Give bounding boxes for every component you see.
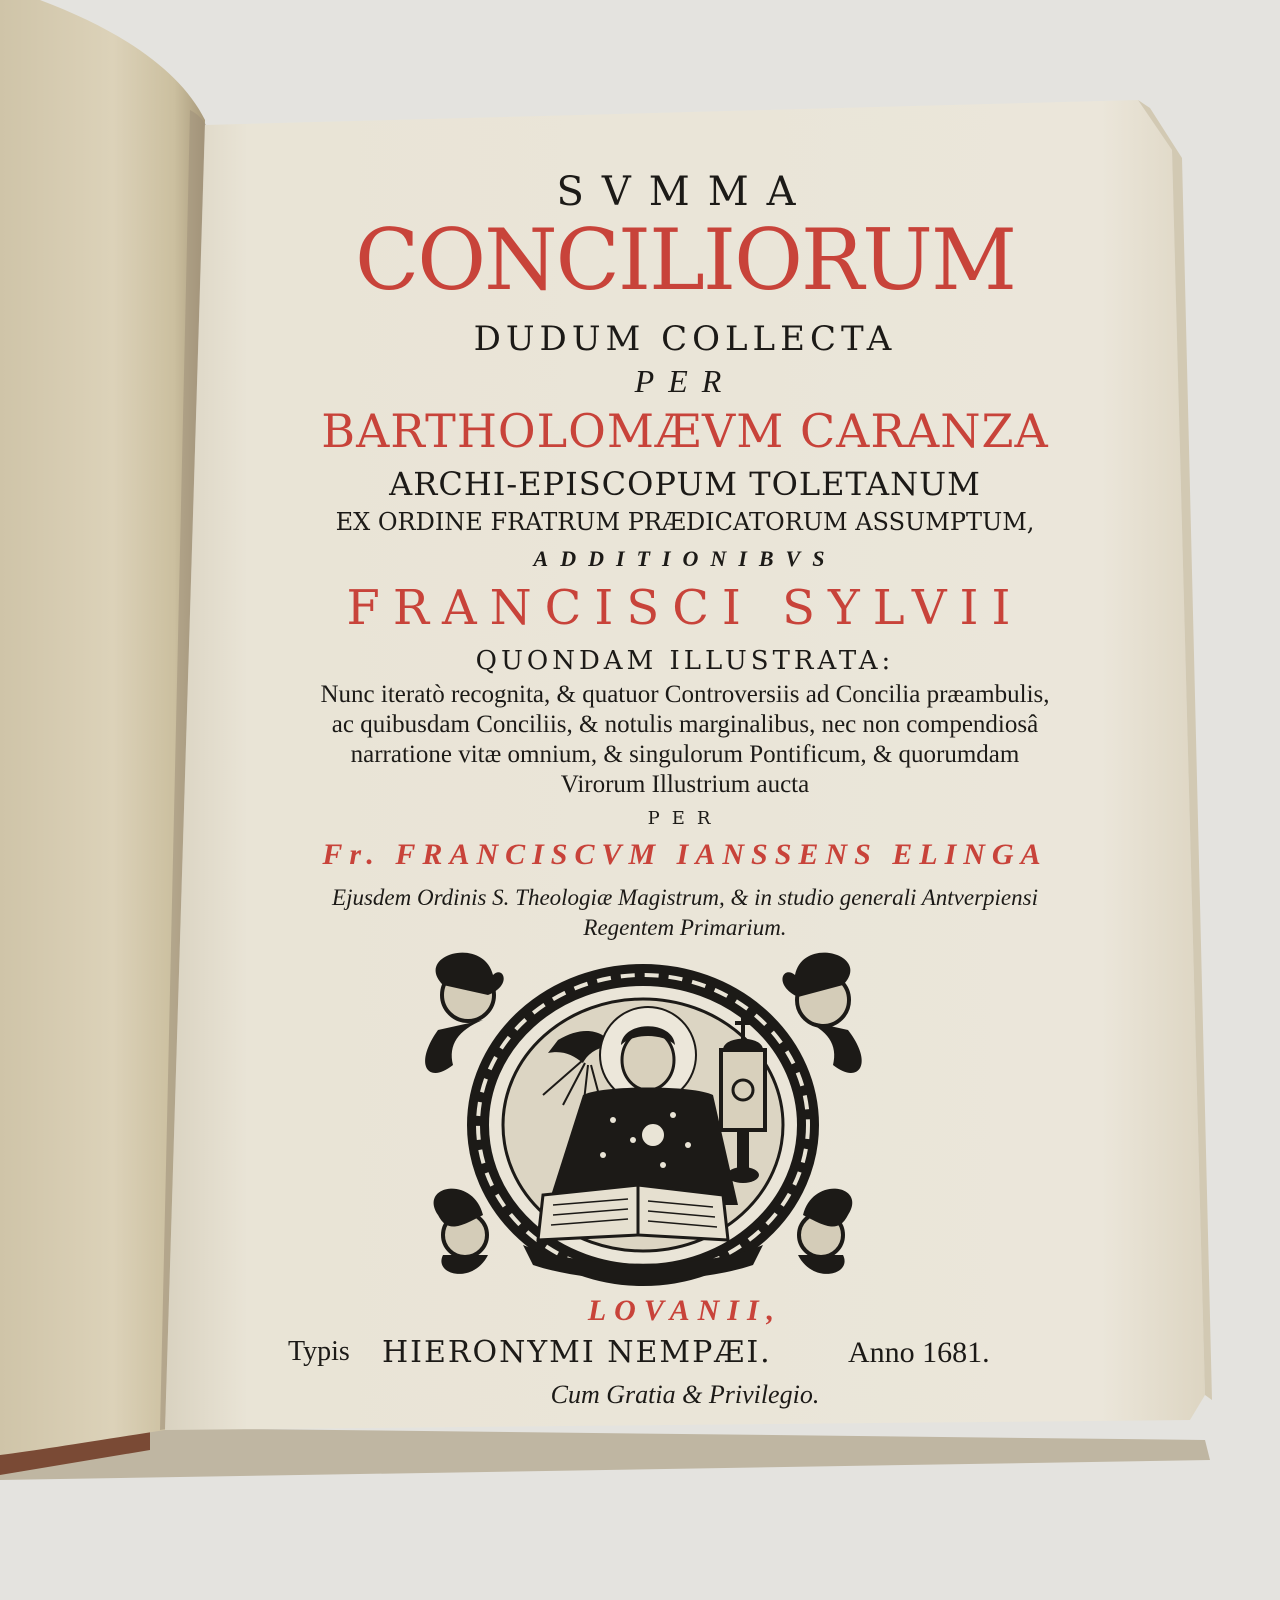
imprint-year: Anno 1681.	[848, 1336, 990, 1369]
description-line-3: narratione vitæ omnium, & singulorum Pontificum, & quorumdam	[350, 741, 1020, 768]
reviser-description-2: Regentem Primarium.	[583, 915, 787, 940]
title-dudum-collecta: DUDUM COLLECTA	[473, 319, 897, 359]
additionibus: ADDITIONIBVS	[533, 546, 837, 571]
title-conciliorum: CONCILIORUM	[355, 211, 1015, 309]
description-line-2: ac quibusdam Conciliis, & notulis marginalibus, nec non compendiosâ	[331, 711, 1039, 738]
imprint-place: LOVANII,	[587, 1294, 783, 1327]
description-line-1: Nunc iteratò recognita, & quatuor Controversiis ad Concilia præambulis,	[320, 681, 1050, 708]
reviser-name: Fr. FRANCISCVM IANSSENS ELINGA	[322, 838, 1048, 871]
title-per-1: PER	[634, 363, 736, 399]
imprint-line	[160, 1335, 1210, 1374]
reviser-description-1: Ejusdem Ordinis S. Theologiæ Magistrum, & in studio generali Antverpiensi	[332, 885, 1038, 910]
quondam-illustrata: QUONDAM ILLUSTRATA:	[475, 646, 895, 676]
imprint-typis: Typis	[288, 1336, 350, 1367]
editor-name: FRANCISCI SYLVII	[346, 580, 1024, 636]
author-name: BARTHOLOMÆVM CARANZA	[321, 404, 1049, 458]
imprint-printer: HIERONYMI NEMPÆI.	[382, 1335, 772, 1370]
description-line-4: Virorum Illustrium aucta	[560, 771, 810, 798]
title-page-text	[160, 100, 1210, 1450]
title-per-2: PER	[647, 808, 723, 829]
author-order: EX ORDINE FRATRUM PRÆDICATORUM ASSUMPTUM,	[335, 508, 1035, 536]
privilege: Cum Gratia & Privilegio.	[550, 1380, 820, 1409]
title-summa: SVMMA	[556, 169, 814, 215]
author-title: ARCHI-EPISCOPUM TOLETANUM	[389, 465, 981, 503]
